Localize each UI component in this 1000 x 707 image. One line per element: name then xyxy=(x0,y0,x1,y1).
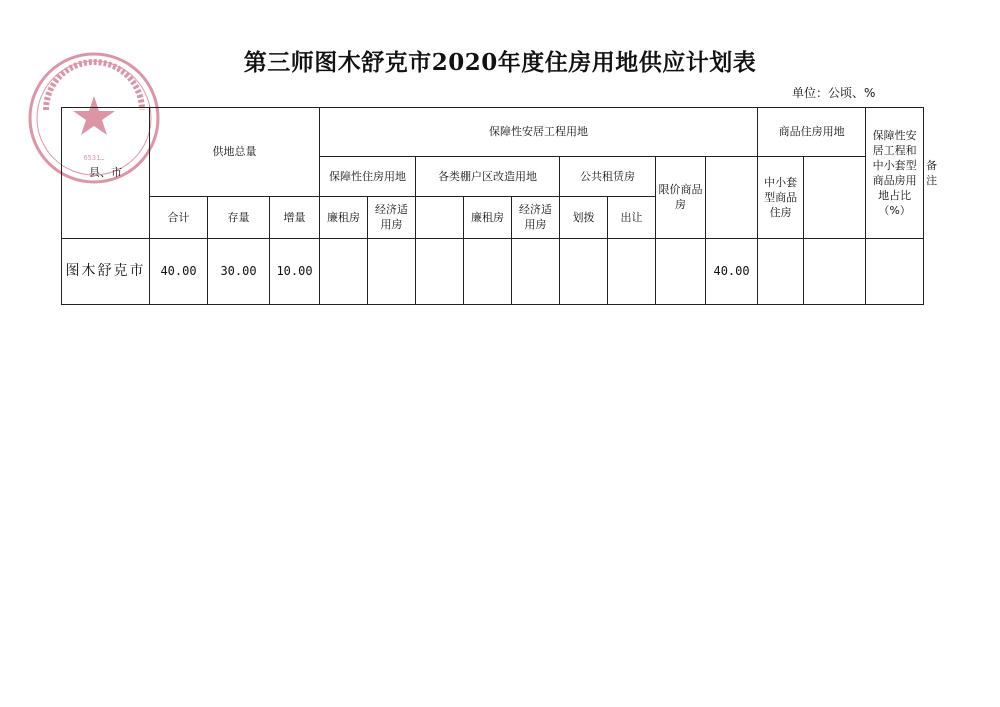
cell-transfer xyxy=(608,238,656,304)
header-commercial-total xyxy=(706,156,758,238)
header-increment: 增量 xyxy=(270,196,320,238)
header-supply-total: 供地总量 xyxy=(150,108,320,197)
header-stock: 存量 xyxy=(208,196,270,238)
header-total: 合计 xyxy=(150,196,208,238)
header-transfer: 出让 xyxy=(608,196,656,238)
cell-ratio xyxy=(804,238,866,304)
header-price-limited: 限价商品房 xyxy=(656,156,706,238)
document-title: 第三师图木舒克市2020年度住房用地供应计划表 xyxy=(243,49,757,76)
cell-allocation xyxy=(560,238,608,304)
supply-plan-table xyxy=(61,107,938,305)
cell-remarks xyxy=(866,238,924,304)
header-commercial: 商品住房用地 xyxy=(758,108,866,157)
cell-commercial-total: 40.00 xyxy=(706,238,758,304)
header-small-medium: 中小套型商品住房 xyxy=(758,156,804,238)
header-affordable-housing: 保障性住房用地 xyxy=(320,156,416,196)
svg-text:6531…: 6531… xyxy=(83,154,105,162)
cell-shantytown-low-rent xyxy=(464,238,512,304)
cell-small-medium xyxy=(758,238,804,304)
header-ratio: 保障性安居工程和中小套型商品房用地占比（%） xyxy=(866,108,924,239)
header-shantytown-other xyxy=(416,196,464,238)
unit-label: 单位：公顷、% xyxy=(792,86,876,100)
cell-shantytown-economic xyxy=(512,238,560,304)
cell-price-limited xyxy=(656,238,706,304)
table-row xyxy=(62,238,924,304)
cell-economic-housing xyxy=(368,238,416,304)
cell-low-rent xyxy=(320,238,368,304)
header-allocation: 划拨 xyxy=(560,196,608,238)
header-shantytown-economic: 经济适用房 xyxy=(512,196,560,238)
header-economic-housing: 经济适用房 xyxy=(368,196,416,238)
cell-stock: 30.00 xyxy=(208,238,270,304)
cell-shantytown-other xyxy=(416,238,464,304)
header-low-rent: 廉租房 xyxy=(320,196,368,238)
cell-county: 图木舒克市 xyxy=(62,238,150,304)
cell-increment: 10.00 xyxy=(270,238,320,304)
header-county: 县、市 xyxy=(62,108,150,239)
header-shantytown-low-rent: 廉租房 xyxy=(464,196,512,238)
header-affordable-project: 保障性安居工程用地 xyxy=(320,108,758,157)
header-shantytown: 各类棚户区改造用地 xyxy=(416,156,560,196)
header-public-rental: 公共租赁房 xyxy=(560,156,656,196)
cell-total: 40.00 xyxy=(150,238,208,304)
header-row-1: 县、市 供地总量 保障性安居工程用地 商品住房用地 保障性安居工程和中小套型商品房用地占比（%） 备注 xyxy=(62,108,924,157)
